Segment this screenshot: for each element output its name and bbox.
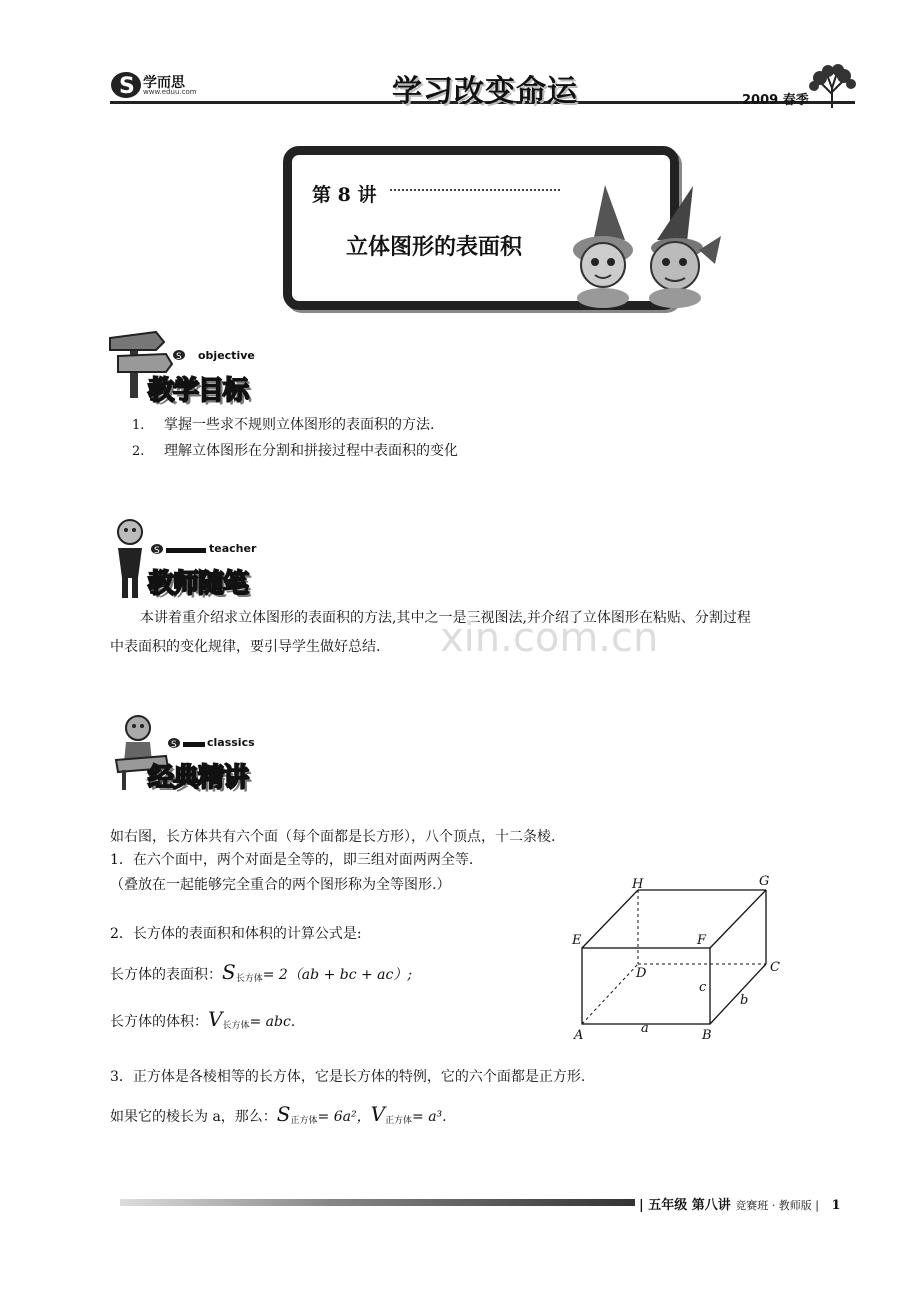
cube-formula: 如果它的棱长为 a，那么：$S_{正方体}= 6a^2$，$V_{正方体}= a^3$.: [110, 1102, 447, 1126]
edge-label-c: c: [699, 980, 707, 995]
vertex-label-G: G: [759, 874, 770, 889]
svg-text:S: S: [171, 740, 177, 749]
surface-subscript: 长方体: [235, 974, 263, 984]
vertex-label-H: H: [632, 877, 644, 892]
footer-version: 竞赛班 · 教师版 |: [735, 1199, 820, 1212]
cube-s-subscript: 正方体: [290, 1116, 318, 1126]
header-slogan: 学习改变命运: [392, 74, 578, 109]
classics-point3: 3．正方体是各棱相等的长方体，它是长方体的特例，它的六个面都是正方形.: [110, 1069, 586, 1085]
svg-text:S: S: [154, 546, 160, 555]
section-title-teacher: 教师随笔: [148, 569, 249, 599]
volume-label: 长方体的体积：: [110, 1014, 208, 1030]
vertex-label-A: A: [574, 1028, 584, 1043]
section-en-teacher: teacher: [209, 542, 257, 555]
teacher-para-line1: 本讲着重介绍求立体图形的表面积的方法,其中之一是三视图法,并介绍了立体图形在粘贴、分割过程: [140, 610, 751, 626]
vertex-label-D: D: [636, 966, 647, 981]
section-en-objective: objective: [198, 349, 255, 362]
cube-v-subscript: 正方体: [385, 1116, 413, 1126]
cube-prefix: 如果它的棱长为 a，那么：: [110, 1109, 277, 1125]
svg-text:S: S: [119, 74, 135, 99]
teacher-figure-icon: [110, 518, 150, 600]
teacher-para-line2: 中表面积的变化规律，要引导学生做好总结.: [110, 639, 381, 655]
vertex-label-C: C: [770, 960, 780, 975]
cube-v-expression: = a³.: [412, 1109, 447, 1125]
objective-item-1: 掌握一些求不规则立体图形的表面积的方法.: [164, 417, 435, 433]
s-logo-icon: [167, 737, 181, 749]
vertex-label-B: B: [702, 1028, 712, 1043]
section-bar: [166, 548, 206, 553]
hidden-edge-AD: [582, 964, 638, 1024]
section-title-classics: 经典精讲: [148, 763, 249, 793]
lecture-title: 立体图形的表面积: [346, 235, 523, 260]
surface-label: 长方体的表面积：: [110, 967, 222, 983]
classics-point2: 2．长方体的表面积和体积的计算公式是:: [110, 926, 362, 942]
classics-point1-note: （叠放在一起能够完全重合的两个图形称为全等图形.）: [110, 877, 451, 893]
edge-label-a: a: [641, 1021, 649, 1036]
logo-text: 学而思: [143, 75, 185, 91]
surface-area-formula: 长方体的表面积：$S_{长方体}= 2(ab$ + bc + ac）;: [110, 960, 413, 984]
section-title-objective: 教学目标: [148, 376, 249, 406]
lecture-number: 第 8 讲: [312, 184, 377, 206]
edge-label-b: b: [740, 993, 749, 1008]
watermark: xin.com.cn: [440, 615, 659, 661]
volume-expression: = abc.: [249, 1014, 296, 1030]
svg-text:S: S: [176, 352, 182, 361]
edge-BC: [710, 964, 766, 1024]
volume-formula: 长方体的体积：$V_{长方体}=$ abc.: [110, 1007, 296, 1031]
section-bar: [183, 742, 205, 747]
page-number: 1: [831, 1198, 841, 1213]
footer-grade: | 五年级 第八讲: [639, 1198, 731, 1213]
mascot-illustration: [565, 180, 725, 310]
s-logo-icon: [172, 349, 186, 361]
objective-item-2: 理解立体图形在分割和拼接过程中表面积的变化: [164, 443, 458, 459]
cube-s-expression: = 6a²，: [317, 1109, 371, 1125]
vertex-label-F: F: [697, 933, 707, 948]
vertex-label-E: E: [572, 933, 582, 948]
edge-FG: [710, 890, 766, 948]
cuboid-diagram: [560, 870, 800, 1050]
tree-icon: [806, 64, 858, 108]
classics-intro: 如右图，长方体共有六个面（每个面都是长方形），八个顶点，十二条棱.: [110, 829, 556, 845]
logo-url: www.eduu.com: [143, 88, 197, 96]
edge-EH: [582, 890, 638, 948]
volume-subscript: 长方体: [222, 1021, 250, 1031]
surface-expression: = 2（ab + bc + ac）;: [262, 967, 413, 983]
footer-bar: [120, 1199, 635, 1206]
cuboid-front-face: [582, 948, 710, 1024]
dotted-divider: [390, 189, 560, 191]
header-season: 2009 春季: [742, 93, 809, 108]
classics-point1: 1．在六个面中，两个对面是全等的，即三组对面两两全等.: [110, 852, 474, 868]
s-logo-icon: [150, 543, 164, 555]
footer: [639, 1194, 841, 1213]
objective-num-2: 2.: [132, 444, 145, 459]
objective-num-1: 1.: [132, 418, 145, 433]
section-en-classics: classics: [207, 736, 255, 749]
